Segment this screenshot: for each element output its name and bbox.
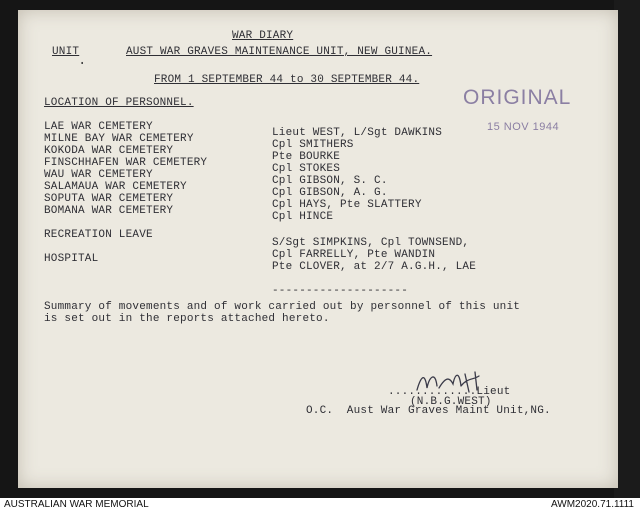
hospital-line-2: Pte CLOVER, at 2/7 A.G.H., LAE — [272, 261, 477, 273]
personnel-item: Cpl HAYS, Pte SLATTERY — [272, 199, 422, 211]
personnel-item: Cpl STOKES — [272, 163, 341, 175]
personnel-item: Cpl HINCE — [272, 211, 334, 223]
location-item: MILNE BAY WAR CEMETERY — [44, 133, 194, 145]
signatory-role: O.C. Aust War Graves Maint Unit,NG. — [306, 405, 551, 417]
location-item: FINSCHHAFEN WAR CEMETERY — [44, 157, 208, 169]
recreation-names: S/Sgt SIMPKINS, Cpl TOWNSEND, — [272, 237, 470, 249]
footer-accession-number: AWM2020.71.1111 — [550, 499, 634, 510]
original-stamp: ORIGINAL — [463, 86, 572, 109]
divider-line: -------------------- — [272, 285, 409, 297]
location-item: WAU WAR CEMETERY — [44, 169, 153, 181]
personnel-item: Cpl GIBSON, A. G. — [272, 187, 388, 199]
signature-line: .............Lieut — [388, 386, 511, 398]
unit-name: AUST WAR GRAVES MAINTENANCE UNIT, NEW GUINEA. — [126, 46, 433, 58]
footer-institution: AUSTRALIAN WAR MEMORIAL — [4, 499, 149, 510]
recreation-label: RECREATION LEAVE — [44, 229, 153, 241]
hospital-label: HOSPITAL — [44, 253, 99, 265]
personnel-item: Pte BOURKE — [272, 151, 341, 163]
unit-label: UNIT — [52, 46, 80, 58]
personnel-item: Cpl SMITHERS — [272, 139, 354, 151]
location-item: SALAMAUA WAR CEMETERY — [44, 181, 187, 193]
received-date-stamp: 15 NOV 1944 — [487, 121, 560, 133]
summary-line-1: Summary of movements and of work carried out by personnel of this unit — [44, 301, 521, 313]
personnel-item: Lieut WEST, L/Sgt DAWKINS — [272, 127, 443, 139]
personnel-item: Cpl GIBSON, S. C. — [272, 175, 388, 187]
section-heading: LOCATION OF PERSONNEL. — [44, 97, 194, 109]
location-item: BOMANA WAR CEMETERY — [44, 205, 174, 217]
location-item: LAE WAR CEMETERY — [44, 121, 153, 133]
period-line: FROM 1 SEPTEMBER 44 to 30 SEPTEMBER 44. — [154, 74, 420, 86]
location-item: KOKODA WAR CEMETERY — [44, 145, 174, 157]
location-item: SOPUTA WAR CEMETERY — [44, 193, 174, 205]
summary-line-2: is set out in the reports attached hereto. — [44, 313, 330, 325]
hospital-line-1: Cpl FARRELLY, Pte WANDIN — [272, 249, 436, 261]
diary-title: WAR DIARY — [232, 30, 294, 42]
signatory-name: (N.B.G.WEST) — [410, 396, 492, 408]
handwritten-mark: · — [78, 56, 87, 72]
